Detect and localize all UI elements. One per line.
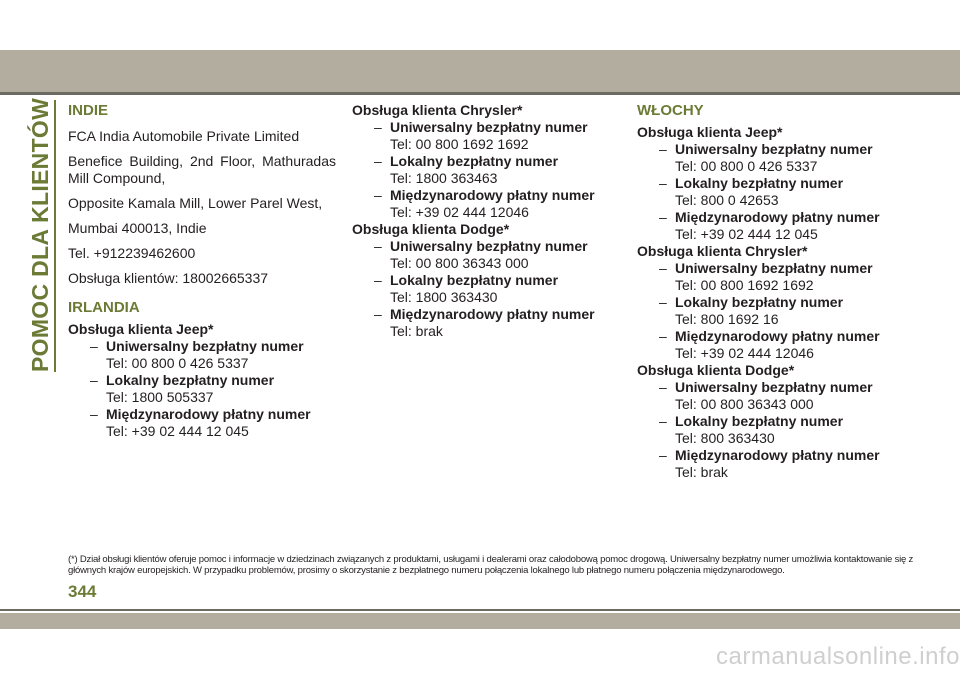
- item-tel: Tel: 00 800 1692 1692: [390, 136, 529, 152]
- item-tel: Tel: 00 800 36343 000: [675, 396, 814, 412]
- dash-bullet: –: [374, 306, 382, 322]
- list-item: [68, 406, 336, 440]
- list-item: [637, 294, 927, 328]
- list-item: [637, 175, 927, 209]
- item-tel: Tel: 800 363430: [675, 430, 775, 446]
- dash-bullet: –: [90, 372, 98, 388]
- italy-jeep-title: Obsługa klienta Jeep*: [637, 124, 783, 140]
- dash-bullet: –: [90, 406, 98, 422]
- item-tel: Tel: +39 02 444 12 045: [675, 226, 818, 242]
- item-tel: Tel: brak: [675, 464, 728, 480]
- column-right: [637, 102, 927, 481]
- list-item: [637, 447, 927, 481]
- dash-bullet: –: [659, 175, 667, 191]
- list-item: [637, 379, 927, 413]
- item-name: Lokalny bezpłatny numer: [390, 272, 559, 288]
- footnote: (*) Dział obsługi klientów oferuje pomoc i informacje w dziedzinach związanych z produktami, usługami i dealerami oraz całodobową pomoc drogową. Uniwersalny bezpłatny numer umożliwia kontaktowanie się z głównych krajów europejskich. W przypadku problemów, prosimy o skorzystanie z bezpłatnego numeru połączenia lokalnego lub płatnego numeru połączenia międzynarodowego.: [68, 554, 914, 576]
- dash-bullet: –: [374, 187, 382, 203]
- india-customer-service: Obsługa klientów: 18002665337: [68, 270, 269, 286]
- list-item: [352, 238, 617, 272]
- item-name: Uniwersalny bezpłatny numer: [106, 338, 304, 354]
- item-tel: Tel: 00 800 1692 1692: [675, 277, 814, 293]
- item-name: Uniwersalny bezpłatny numer: [390, 119, 588, 135]
- list-item: [637, 328, 927, 362]
- item-name: Lokalny bezpłatny numer: [106, 372, 275, 388]
- dash-bullet: –: [659, 294, 667, 310]
- item-name: Międzynarodowy płatny numer: [675, 209, 880, 225]
- item-name: Międzynarodowy płatny numer: [390, 306, 595, 322]
- item-name: Lokalny bezpłatny numer: [675, 175, 844, 191]
- item-name: Międzynarodowy płatny numer: [675, 447, 880, 463]
- heading-ireland: IRLANDIA: [68, 299, 140, 316]
- item-tel: Tel: +39 02 444 12046: [390, 204, 529, 220]
- section-side-title: POMOC DLA KLIENTÓW: [27, 97, 53, 372]
- item-name: Uniwersalny bezpłatny numer: [675, 141, 873, 157]
- list-item: [352, 153, 617, 187]
- item-name: Międzynarodowy płatny numer: [675, 328, 880, 344]
- item-name: Lokalny bezpłatny numer: [675, 413, 844, 429]
- list-item: [637, 209, 927, 243]
- ireland-jeep-title: Obsługa klienta Jeep*: [68, 321, 214, 337]
- item-name: Międzynarodowy płatny numer: [106, 406, 311, 422]
- list-item: [68, 338, 336, 372]
- italy-chrysler-title: Obsługa klienta Chrysler*: [637, 243, 808, 259]
- dash-bullet: –: [374, 238, 382, 254]
- list-item: [352, 272, 617, 306]
- dash-bullet: –: [90, 338, 98, 354]
- italy-dodge-title: Obsługa klienta Dodge*: [637, 362, 795, 378]
- item-tel: Tel: 00 800 0 426 5337: [675, 158, 818, 174]
- item-name: Uniwersalny bezpłatny numer: [390, 238, 588, 254]
- list-item: [352, 187, 617, 221]
- ireland-chrysler-title: Obsługa klienta Chrysler*: [352, 102, 523, 118]
- dash-bullet: –: [659, 379, 667, 395]
- dash-bullet: –: [659, 141, 667, 157]
- item-tel: Tel: 800 1692 16: [675, 311, 779, 327]
- item-name: Uniwersalny bezpłatny numer: [675, 260, 873, 276]
- item-tel: Tel: 1800 363430: [390, 289, 498, 305]
- item-name: Lokalny bezpłatny numer: [675, 294, 844, 310]
- dash-bullet: –: [659, 447, 667, 463]
- footer-rule: [0, 609, 960, 611]
- item-name: Lokalny bezpłatny numer: [390, 153, 559, 169]
- side-divider: [54, 100, 56, 372]
- dash-bullet: –: [659, 209, 667, 225]
- item-name: Międzynarodowy płatny numer: [390, 187, 595, 203]
- dash-bullet: –: [374, 153, 382, 169]
- list-item: [637, 141, 927, 175]
- item-tel: Tel: 00 800 36343 000: [390, 255, 529, 271]
- item-tel: Tel: 1800 363463: [390, 170, 498, 186]
- dash-bullet: –: [659, 328, 667, 344]
- dash-bullet: –: [659, 413, 667, 429]
- item-tel: Tel: +39 02 444 12 045: [106, 423, 249, 439]
- india-street: Opposite Kamala Mill, Lower Parel West,: [68, 195, 323, 211]
- item-tel: Tel: 800 0 42653: [675, 192, 779, 208]
- column-left: [68, 102, 336, 440]
- watermark: carmanualsonline.info: [716, 643, 960, 670]
- list-item: [68, 372, 336, 406]
- ireland-dodge-title: Obsługa klienta Dodge*: [352, 221, 510, 237]
- dash-bullet: –: [374, 119, 382, 135]
- list-item: [352, 119, 617, 153]
- header-band: [0, 50, 960, 92]
- list-item: [637, 413, 927, 447]
- dash-bullet: –: [659, 260, 667, 276]
- dash-bullet: –: [374, 272, 382, 288]
- india-company: FCA India Automobile Private Limited: [68, 128, 300, 144]
- column-middle: [352, 102, 617, 340]
- list-item: [637, 260, 927, 294]
- india-phone: Tel. +912239462600: [68, 245, 196, 261]
- header-rule: [0, 92, 960, 95]
- heading-italy: WŁOCHY: [637, 102, 704, 119]
- item-tel: Tel: 00 800 0 426 5337: [106, 355, 249, 371]
- item-name: Uniwersalny bezpłatny numer: [675, 379, 873, 395]
- item-tel: Tel: +39 02 444 12046: [675, 345, 814, 361]
- list-item: [352, 306, 617, 340]
- india-building: Benefice Building, 2nd Floor, Mathuradas Mill Compound,: [68, 153, 336, 186]
- page-number: 344: [68, 582, 97, 601]
- heading-india: INDIE: [68, 102, 109, 119]
- item-tel: Tel: 1800 505337: [106, 389, 214, 405]
- item-tel: Tel: brak: [390, 323, 443, 339]
- india-city: Mumbai 400013, Indie: [68, 220, 207, 236]
- footer-band: [0, 613, 960, 629]
